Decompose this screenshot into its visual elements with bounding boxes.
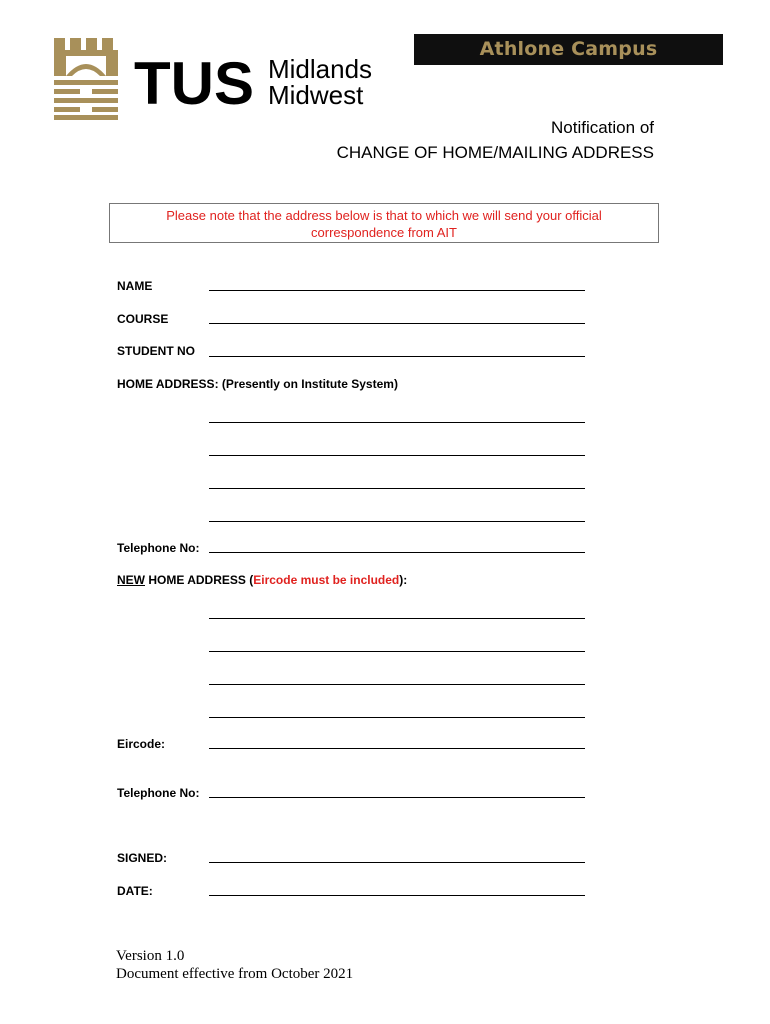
new-prefix: NEW <box>117 573 145 587</box>
document-title <box>337 115 654 165</box>
eircode-field[interactable] <box>209 748 585 749</box>
home-address-line-2[interactable] <box>209 455 585 456</box>
new-address-line-1[interactable] <box>209 618 585 619</box>
notice-line-1: Please note that the address below is that to which we will send your official <box>166 208 602 223</box>
campus-banner: Athlone Campus <box>414 34 723 65</box>
eircode-label: Eircode: <box>117 737 166 751</box>
home-address-line-3[interactable] <box>209 488 585 489</box>
new-telephone-field[interactable] <box>209 797 585 798</box>
logo-midwest: Midwest <box>268 80 364 110</box>
new-home-address-text: HOME ADDRESS ( <box>145 573 254 587</box>
date-field[interactable] <box>209 895 585 896</box>
new-telephone-label: Telephone No: <box>117 786 200 800</box>
name-label: NAME <box>117 279 153 293</box>
new-home-address-label <box>117 573 407 587</box>
telephone-field[interactable] <box>209 552 585 553</box>
course-label: COURSE <box>117 312 169 326</box>
telephone-label: Telephone No: <box>117 541 200 555</box>
logo-wordmark: TUS <box>134 50 254 117</box>
title-line-2: CHANGE OF HOME/MAILING ADDRESS <box>336 143 654 162</box>
signed-field[interactable] <box>209 862 585 863</box>
course-field[interactable] <box>209 323 585 324</box>
new-suffix: ): <box>399 573 408 587</box>
logo-midlands: Midlands <box>268 54 373 84</box>
tus-logo <box>54 38 384 120</box>
signed-label: SIGNED: <box>117 851 168 865</box>
eircode-note: Eircode must be included <box>253 573 400 587</box>
effective-date-text: Document effective from October 2021 <box>116 966 354 982</box>
student-no-field[interactable] <box>209 356 585 357</box>
home-address-label: HOME ADDRESS: (Presently on Institute System) <box>117 377 398 391</box>
new-address-line-3[interactable] <box>209 684 585 685</box>
notice-box <box>109 203 659 243</box>
new-address-line-4[interactable] <box>209 717 585 718</box>
castle-emblem-icon <box>54 38 118 120</box>
date-label: DATE: <box>117 884 153 898</box>
student-no-label: STUDENT NO <box>117 344 195 358</box>
new-address-line-2[interactable] <box>209 651 585 652</box>
notice-line-2: correspondence from AIT <box>311 225 457 240</box>
document-footer <box>116 947 353 983</box>
home-address-line-1[interactable] <box>209 422 585 423</box>
version-text: Version 1.0 <box>116 948 185 964</box>
name-field[interactable] <box>209 290 585 291</box>
title-line-1: Notification of <box>551 118 654 137</box>
home-address-line-4[interactable] <box>209 521 585 522</box>
